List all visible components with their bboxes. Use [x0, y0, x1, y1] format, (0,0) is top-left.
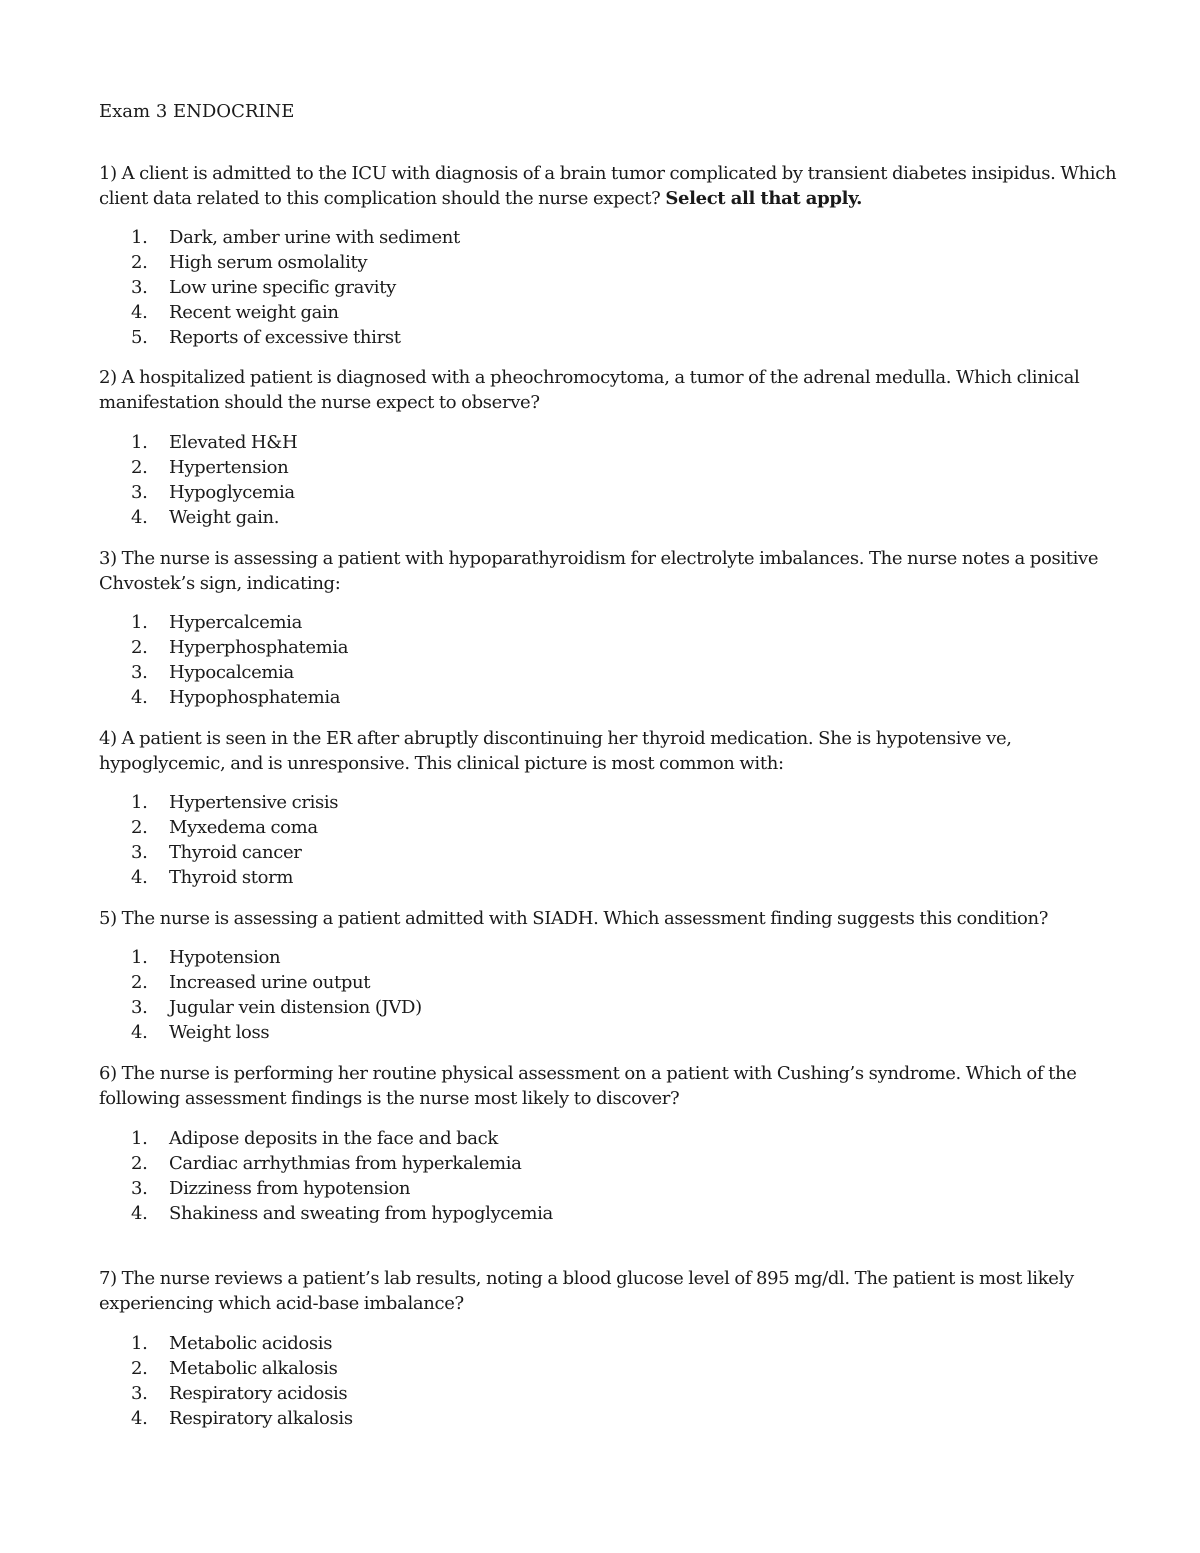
question-2-stem: [99, 366, 1109, 415]
question-stem-line: hypoglycemic, and is unresponsive. This clinical picture is most common with:: [99, 752, 784, 774]
document-page: Exam 3 ENDOCRINE 1) A client is admitted to the ICU with diagnosis of a brain tumor complicated by transient diabetes insipidus. Which client data related to this complication should the nurse expect? Select all that apply. 1. Dark, amber urine with sediment 2. High serum osmolality 3. Low urine specific gravity 4. Recent weight gain 5. Reports of excessive thirst 2) A hospitalized patient is diagnosed with a pheochromocytoma, a tumor of the adrenal medulla. Which clinical manifestation should the nurse expect to observe? 1. Elevated H&H 2. Hypertension 3. Hypoglycemia 4. Weight gain. 3) The nurse is assessing a patient with hypoparathyroidism for electrolyte imbalances. The nurse notes a positive Chvostek’s sign, indicating: 1. Hypercalcemia 2. Hyperphosphatemia 3. Hypocalcemia 4. Hypophosphatemia 4) A patient is seen in the ER after abruptly discontinuing her thyroid medication. She is hypotensive ve, hypoglycemic, and is unresponsive. This clinical picture is most common with: 1. Hypertensive crisis 2. Myxedema coma 3. Thyroid cancer 4. Thyroid storm 5) The nurse is assessing a patient admitted with SIADH. Which assessment finding suggests this condition? 1. Hypotension 2. Increased urine output 3. Jugular vein distension (JVD) 4. Weight loss 6) The nurse is performing her routine physical assessment on a patient with Cushing’s syndrome. Which of the following assessment findings is the nurse most likely to discover? 1. Adipose deposits in the face and back 2. Cardiac arrhythmias from hyperkalemia 3. Dizziness from hypotension 4. Shakiness and sweating from hypoglycemia 7) The nurse reviews a patient’s lab results, noting a blood glucose level of 895 mg/dl. The patient is most likely experiencing which acid-base imbalance? 1. Metabolic acidosis 2. Metabolic alkalosis 3. Respiratory acidosis 4. Respiratory alkalosis: [99, 101, 1117, 1429]
question-5-stem: [99, 907, 1109, 932]
question-stem-line: manifestation should the nurse expect to observe?: [99, 391, 540, 413]
page-title: Exam 3 ENDOCRINE: [99, 101, 295, 122]
question-stem-line: 7) The nurse reviews a patient’s lab results, noting a blood glucose level of 895 mg/dl. The patient is most likely: [99, 1268, 1074, 1289]
question-stem-line: 1) A client is admitted to the ICU with diagnosis of a brain tumor complicated by transient diabetes insipidus. Which: [99, 163, 1117, 184]
question-stem-line: 4) A patient is seen in the ER after abruptly discontinuing her thyroid medication. She is hypotensive ve,: [99, 728, 1012, 749]
question-1-stem: [99, 162, 1117, 211]
question-stem-line: experiencing which acid-base imbalance?: [99, 1292, 464, 1314]
question-7-stem: [99, 1267, 1109, 1316]
question-3-stem: [99, 547, 1109, 596]
question-6-stem: [99, 1062, 1109, 1111]
question-stem-line: 2) A hospitalized patient is diagnosed with a pheochromocytoma, a tumor of the adrenal medulla. Which clinical: [99, 367, 1080, 388]
question-stem-line: Chvostek’s sign, indicating:: [99, 572, 341, 594]
question-4-stem: [99, 727, 1109, 776]
question-stem-line: 6) The nurse is performing her routine physical assessment on a patient with Cushing’s syndrome. Which of the: [99, 1063, 1077, 1084]
question-stem-line: 3) The nurse is assessing a patient with hypoparathyroidism for electrolyte imbalances. The nurse notes a positive: [99, 548, 1099, 569]
question-stem-line: 5) The nurse is assessing a patient admitted with SIADH. Which assessment finding suggests this condition?: [99, 908, 1049, 929]
select-all-instruction: Select all that apply.: [665, 187, 863, 209]
question-stem-line: client data related to this complication should the nurse expect? Select all that apply.: [99, 187, 863, 209]
question-stem-line: following assessment findings is the nurse most likely to discover?: [99, 1087, 680, 1109]
